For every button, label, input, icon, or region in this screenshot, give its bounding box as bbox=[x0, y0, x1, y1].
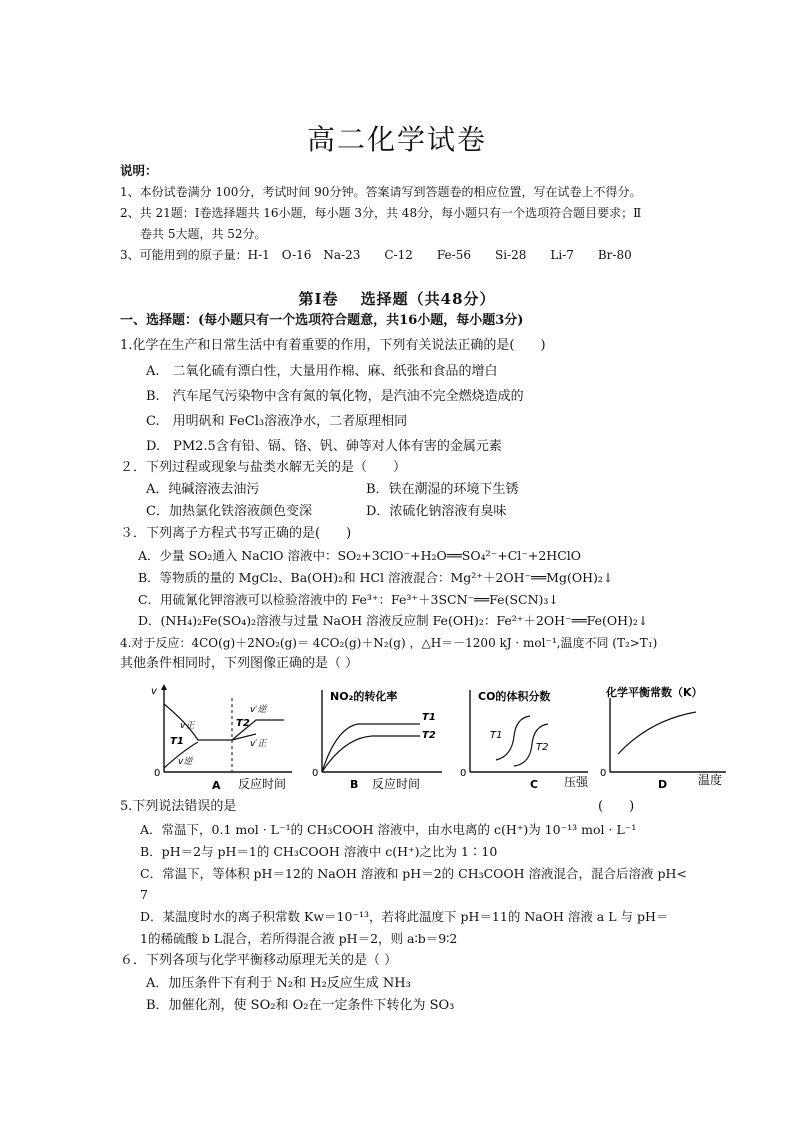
q5-answer-paren: ( ) bbox=[598, 799, 635, 814]
note-2-cont: 卷共 5大题，共 52分。 bbox=[140, 227, 267, 241]
q3-option-a: A．少量 SO₂通入 NaClO 溶液中：SO₂+3ClO⁻+H₂O══SO₄²⁻+Cl⁻+2HClO bbox=[138, 548, 582, 563]
fig-d-letter: D bbox=[658, 778, 668, 791]
q5-option-d: D．某温度时水的离子积常数 Kw＝10⁻¹³，若将此温度下 pH＝11的 NaOH 溶液 a L 与 pH＝ bbox=[140, 909, 669, 924]
q5-option-a: A．常温下，0.1 mol · L⁻¹的 CH₃COOH 溶液中，由水电离的 c(H⁺)为 10⁻¹³ mol · L⁻¹ bbox=[140, 822, 637, 837]
q3-option-d: D．(NH₄)₂Fe(SO₄)₂溶液与过量 NaOH 溶液反应制 Fe(OH)₂：Fe²⁺＋2OH⁻══Fe(OH)₂↓ bbox=[138, 613, 649, 628]
q5-option-d-cont: 1的稀硫酸 b L混合，若所得混合液 pH＝2，则 a∶b＝9∶2 bbox=[140, 931, 458, 946]
q4-figure-a bbox=[146, 684, 296, 796]
fig-b-origin: 0 bbox=[312, 768, 319, 779]
q2-option-b: B．铁在潮湿的环境下生锈 bbox=[366, 482, 519, 497]
fig-a-vzheng-prime: v′正 bbox=[250, 739, 267, 749]
q4-figure-b bbox=[310, 684, 450, 796]
fig-c-letter: C bbox=[530, 778, 539, 791]
fig-a-x-axis-label: 反应时间 bbox=[238, 777, 287, 791]
fig-c-origin: 0 bbox=[460, 768, 467, 779]
fig-c-t1: T1 bbox=[490, 730, 503, 741]
q2-option-d: D．浓硫化钠溶液有臭味 bbox=[366, 504, 507, 519]
q3-stem: ３．下列离子方程式书写正确的是( ) bbox=[120, 526, 352, 541]
fig-b-t2: T2 bbox=[422, 730, 436, 741]
q3-option-b: B．等物质的量的 MgCl₂、Ba(OH)₂和 HCl 溶液混合：Mg²⁺＋2OH⁻══Mg(OH)₂↓ bbox=[138, 570, 614, 585]
fig-c-t2: T2 bbox=[536, 742, 549, 753]
fig-a-vni-prime: v′逆 bbox=[250, 705, 267, 715]
fig-d-title: 化学平衡常数（K） bbox=[606, 686, 703, 699]
q1-option-c: C. 用明矾和 FeCl₃溶液净水，二者原理相同 bbox=[146, 414, 408, 429]
q4-stem-line1: 4.对于反应：4CO(g)＋2NO₂(g)＝ 4CO₂(g)＋N₂(g) ，△H＝－1200 kJ · mol⁻¹,温度不同 (T₂>T₁) bbox=[120, 636, 658, 650]
fig-a-letter: A bbox=[212, 779, 221, 792]
q1-option-a: A. 二氧化硫有漂白性，大量用作棉、麻、纸张和食品的增白 bbox=[146, 364, 498, 379]
fig-a-origin: 0 bbox=[154, 768, 161, 779]
notes-heading: 说明： bbox=[120, 163, 158, 178]
q1-option-d: D. PM2.5含有铅、镉、铬、钒、砷等对人体有害的金属元素 bbox=[146, 439, 502, 454]
q5-stem: 5.下列说法错误的是 bbox=[120, 799, 237, 814]
fig-b-letter: B bbox=[350, 778, 359, 791]
fig-a-vzheng: v正 bbox=[180, 721, 195, 731]
fig-c-title: CO的体积分数 bbox=[478, 690, 551, 703]
q1-stem: 1.化学在生产和日常生活中有着重要的作用，下列有关说法正确的是( ) bbox=[120, 338, 546, 353]
fig-b-x-axis-label: 反应时间 bbox=[372, 777, 421, 791]
q1-option-b: B. 汽车尾气污染物中含有氮的氧化物，是汽油不完全燃烧造成的 bbox=[146, 389, 524, 404]
fig-a-y-axis-label: v bbox=[151, 686, 157, 697]
note-3: 3、可能用到的原子量：H-1 O-16 Na-23 C-12 Fe-56 Si-28 Li-7 Br-80 bbox=[120, 248, 632, 262]
q2-option-a: A．纯碱溶液去油污 bbox=[146, 482, 260, 497]
fig-a-t2: T2 bbox=[236, 718, 250, 729]
fig-b-title: NO₂的转化率 bbox=[330, 690, 398, 703]
q4-figure-c bbox=[456, 684, 596, 796]
q6-option-b: B．加催化剂，使 SO₂和 O₂在一定条件下转化为 SO₃ bbox=[146, 998, 455, 1013]
fig-b-t1: T1 bbox=[422, 712, 436, 723]
q3-option-c: C．用硫氰化钾溶液可以检验溶液中的 Fe³⁺：Fe³⁺＋3SCN⁻══Fe(SCN)₃↓ bbox=[138, 592, 559, 607]
fig-c-x-axis-label: 压强 bbox=[564, 775, 589, 789]
note-2: 2、共 21题：Ⅰ卷选择题共 16小题，每小题 3分，共 48分，每小题只有一个选项符合题目要求；Ⅱ bbox=[120, 206, 642, 220]
section-title: 第Ⅰ卷 选择题（共48分） bbox=[298, 290, 496, 308]
q4-stem-line2: 其他条件相同时，下列图像正确的是（ ） bbox=[120, 656, 359, 671]
section-subheading: 一、选择题：(每小题只有一个选项符合题意，共16小题，每小题3分) bbox=[120, 313, 524, 328]
q6-option-a: A．加压条件下有利于 N₂和 H₂反应生成 NH₃ bbox=[146, 976, 411, 991]
q4-figures bbox=[146, 684, 736, 796]
q2-stem: ２．下列过程或现象与盐类水解无关的是（ ） bbox=[120, 460, 407, 475]
q5-option-c-cont: 7 bbox=[140, 887, 148, 902]
fig-d-x-axis-label: 温度 bbox=[698, 773, 723, 787]
exam-title: 高二化学试卷 bbox=[306, 123, 487, 156]
q5-option-c: C．常温下，等体积 pH＝12的 NaOH 溶液和 pH＝2的 CH₃COOH 溶液混合，混合后溶液 pH< bbox=[140, 866, 687, 881]
fig-a-t1: T1 bbox=[170, 736, 184, 747]
q4-figure-d bbox=[594, 684, 734, 796]
note-1: 1、本份试卷满分 100分，考试时间 90分钟。答案请写到答题卷的相应位置，写在试卷上不得分。 bbox=[120, 185, 642, 199]
fig-d-origin: 0 bbox=[600, 768, 607, 779]
q6-stem: ６．下列各项与化学平衡移动原理无关的是（ ） bbox=[120, 953, 398, 968]
q5-option-b: B．pH＝2与 pH＝1的 CH₃COOH 溶液中 c(H⁺)之比为 1∶10 bbox=[140, 844, 498, 859]
fig-a-vni: v逆 bbox=[178, 757, 193, 767]
q2-option-c: C．加热氯化铁溶液颜色变深 bbox=[146, 504, 312, 519]
